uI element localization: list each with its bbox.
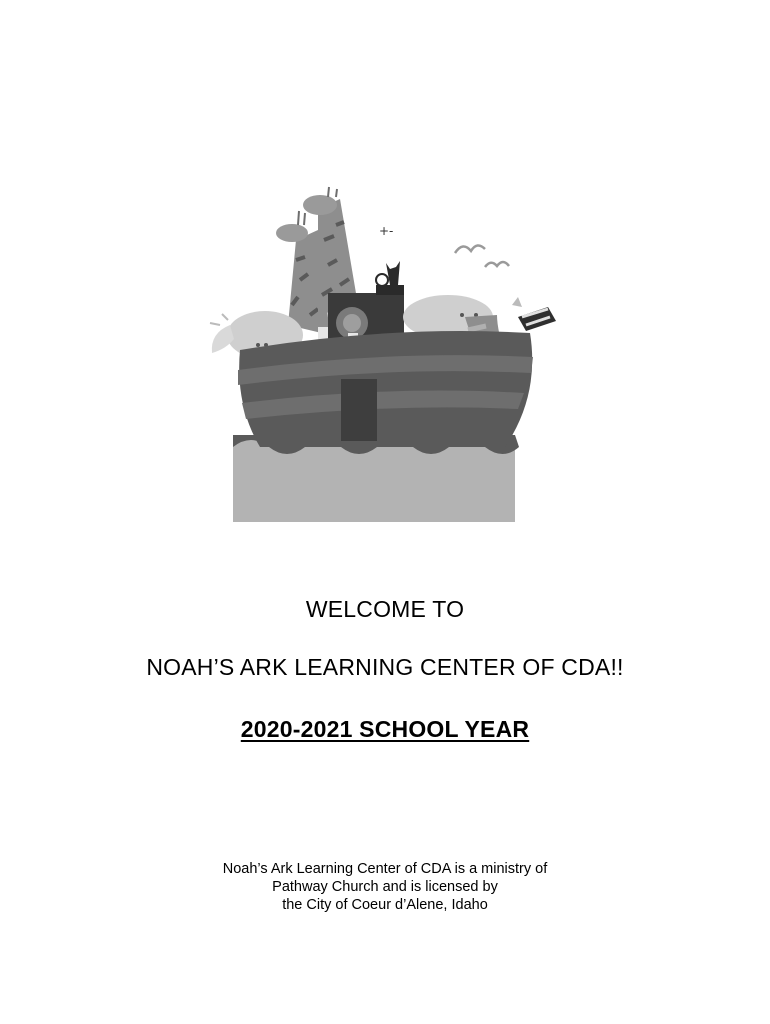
noahs-ark-illustration <box>200 185 570 530</box>
school-year-heading: 2020-2021 SCHOOL YEAR <box>240 716 530 742</box>
noahs-ark-animals-icon <box>200 185 570 530</box>
footer-line: Pathway Church and is licensed by <box>272 879 498 895</box>
footer-line: Noah’s Ark Learning Center of CDA is a ministry of <box>222 861 548 877</box>
ministry-license-note <box>0 860 770 914</box>
welcome-heading: WELCOME TO <box>305 596 465 622</box>
svg-text:+-: +- <box>379 224 394 238</box>
footer-line: the City of Coeur d’Alene, Idaho <box>282 897 488 913</box>
center-name-heading: NOAH’S ARK LEARNING CENTER OF CDA!! <box>146 654 624 680</box>
